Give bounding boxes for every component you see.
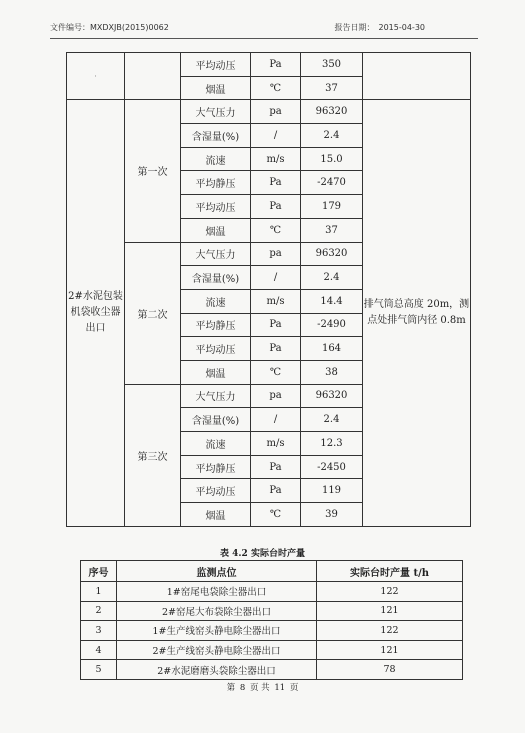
table-row <box>67 100 471 124</box>
value-cell: 12.3 <box>301 432 363 456</box>
doc-number-value: MXDXJB(2015)0062 <box>90 23 169 32</box>
param-cell: 含湿量(%) <box>181 266 251 290</box>
param-cell: 大气压力 <box>181 384 251 408</box>
unit-cell: m/s <box>251 147 301 171</box>
param-cell: 烟温 <box>181 218 251 242</box>
round-label-cell: 第一次 <box>125 100 181 242</box>
value-cell: 14.4 <box>301 289 363 313</box>
param-cell: 含湿量(%) <box>181 124 251 148</box>
table-row <box>81 660 463 680</box>
row-index: 1 <box>81 582 117 602</box>
param-cell: 平均静压 <box>181 171 251 195</box>
row-capacity: 121 <box>317 640 463 660</box>
report-date <box>331 22 426 33</box>
row-index: 4 <box>81 640 117 660</box>
value-cell: 37 <box>301 218 363 242</box>
measurement-table <box>66 52 471 527</box>
value-cell: 2.4 <box>301 408 363 432</box>
row-point: 1#生产线窑头静电除尘器出口 <box>117 621 317 641</box>
value-cell: 164 <box>301 337 363 361</box>
row-capacity: 121 <box>317 601 463 621</box>
row-index: 3 <box>81 621 117 641</box>
doc-number-label: 文件编号： <box>50 23 90 32</box>
note-cell: 排气筒总高度 20m，测点处排气筒内径 0.8m <box>363 100 471 526</box>
value-cell: 350 <box>301 53 363 77</box>
param-cell: 大气压力 <box>181 242 251 266</box>
header-rule <box>50 38 478 39</box>
footer-prefix: 第 <box>226 683 236 693</box>
capacity-header-row <box>81 561 463 582</box>
col-header-index: 序号 <box>81 561 117 582</box>
row-index: 5 <box>81 660 117 680</box>
col-header-point: 监测点位 <box>117 561 317 582</box>
value-cell: 39 <box>301 503 363 527</box>
param-cell: 流速 <box>181 147 251 171</box>
value-cell: 37 <box>301 76 363 100</box>
report-date-value: 2015-04-30 <box>378 23 425 32</box>
continued-note-cell <box>363 53 471 100</box>
param-cell: 平均动压 <box>181 53 251 77</box>
row-point: 1#窑尾电袋除尘器出口 <box>117 582 317 602</box>
unit-cell: ℃ <box>251 76 301 100</box>
footer-total-pages: 11 <box>274 683 286 693</box>
point-name-cell: 2#水泥包装机袋收尘器出口 <box>67 100 125 526</box>
capacity-table <box>80 560 463 680</box>
value-cell: 96320 <box>301 384 363 408</box>
row-index: 2 <box>81 601 117 621</box>
param-cell: 烟温 <box>181 360 251 384</box>
row-point: 2#水泥磨磨头袋除尘器出口 <box>117 660 317 680</box>
unit-cell: Pa <box>251 313 301 337</box>
round-label-cell: 第三次 <box>125 384 181 526</box>
report-date-label: 报告日期： <box>334 23 375 32</box>
continued-point-cell: · <box>67 53 125 100</box>
col-header-capacity: 实际台时产量 t/h <box>317 561 463 582</box>
unit-cell: Pa <box>251 195 301 219</box>
row-point: 2#窑尾大布袋除尘器出口 <box>117 601 317 621</box>
table-row <box>81 601 463 621</box>
row-capacity: 122 <box>317 621 463 641</box>
param-cell: 烟温 <box>181 76 251 100</box>
row-capacity: 122 <box>317 582 463 602</box>
unit-cell: Pa <box>251 53 301 77</box>
round-label-cell: 第二次 <box>125 242 181 384</box>
footer-page-number: 8 <box>239 683 246 693</box>
param-cell: 平均静压 <box>181 455 251 479</box>
continued-round-cell <box>125 53 181 100</box>
unit-cell: m/s <box>251 289 301 313</box>
value-cell: 38 <box>301 360 363 384</box>
unit-cell: pa <box>251 384 301 408</box>
unit-cell: pa <box>251 242 301 266</box>
param-cell: 流速 <box>181 432 251 456</box>
value-cell: 96320 <box>301 100 363 124</box>
unit-cell: pa <box>251 100 301 124</box>
table-row <box>81 640 463 660</box>
unit-cell: ℃ <box>251 218 301 242</box>
param-cell: 流速 <box>181 289 251 313</box>
param-cell: 大气压力 <box>181 100 251 124</box>
unit-cell: Pa <box>251 455 301 479</box>
unit-cell: m/s <box>251 432 301 456</box>
row-capacity: 78 <box>317 660 463 680</box>
doc-number <box>50 22 169 33</box>
param-cell: 含湿量(%) <box>181 408 251 432</box>
value-cell: -2450 <box>301 455 363 479</box>
value-cell: 15.0 <box>301 147 363 171</box>
table-row <box>81 582 463 602</box>
table-row <box>67 53 471 77</box>
table-row <box>81 621 463 641</box>
unit-cell: ℃ <box>251 503 301 527</box>
unit-cell: / <box>251 124 301 148</box>
unit-cell: / <box>251 408 301 432</box>
param-cell: 平均动压 <box>181 195 251 219</box>
footer-mid: 页 共 <box>249 683 270 693</box>
param-cell: 平均动压 <box>181 337 251 361</box>
param-cell: 平均动压 <box>181 479 251 503</box>
value-cell: 96320 <box>301 242 363 266</box>
value-cell: 179 <box>301 195 363 219</box>
footer-suffix: 页 <box>289 683 299 693</box>
param-cell: 烟温 <box>181 503 251 527</box>
unit-cell: Pa <box>251 171 301 195</box>
value-cell: 119 <box>301 479 363 503</box>
row-point: 2#生产线窑头静电除尘器出口 <box>117 640 317 660</box>
unit-cell: / <box>251 266 301 290</box>
value-cell: -2470 <box>301 171 363 195</box>
unit-cell: Pa <box>251 337 301 361</box>
value-cell: 2.4 <box>301 266 363 290</box>
unit-cell: Pa <box>251 479 301 503</box>
value-cell: -2490 <box>301 313 363 337</box>
value-cell: 2.4 <box>301 124 363 148</box>
param-cell: 平均静压 <box>181 313 251 337</box>
unit-cell: ℃ <box>251 360 301 384</box>
page-footer <box>0 681 525 693</box>
table-caption: 表 4.2 实际台时产量 <box>220 549 305 559</box>
